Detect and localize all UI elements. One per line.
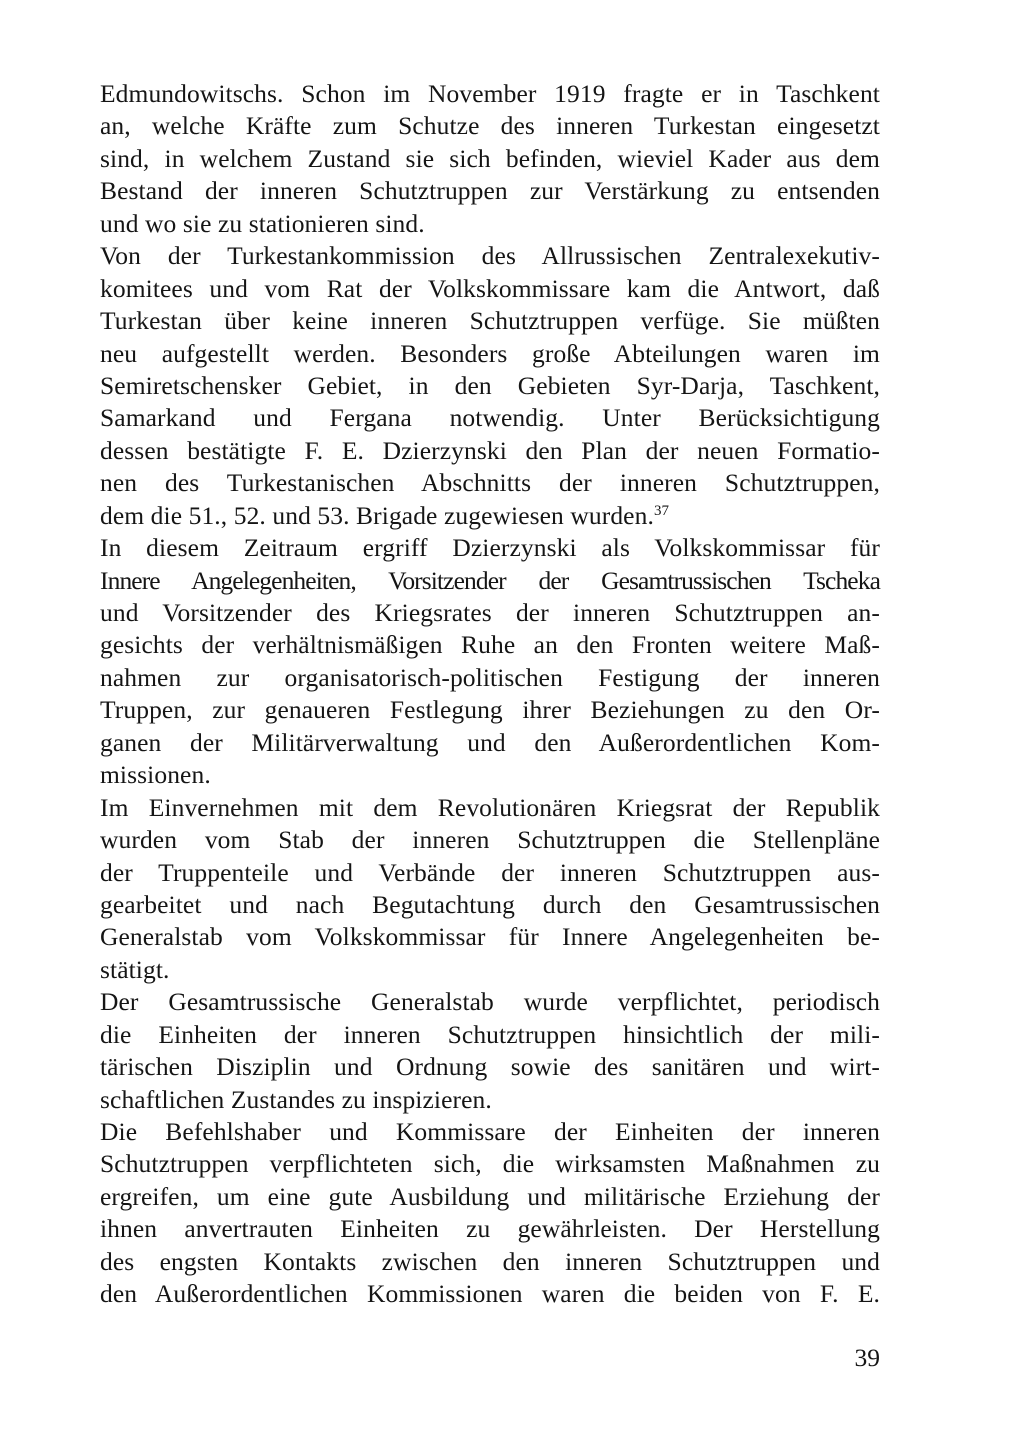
text-line: sind, in welchem Zustand sie sich befinden, wieviel Kader aus dem bbox=[100, 143, 880, 173]
text-line: ganen der Militärverwaltung und den Außerordentlichen Kom- bbox=[100, 727, 880, 757]
text-line: Der Gesamtrussische Generalstab wurde verpflichtet, periodisch bbox=[100, 987, 880, 1017]
text-line: In diesem Zeitraum ergriff Dzierzynski als Volkskommissar für bbox=[100, 533, 880, 563]
text-line: Schutztruppen verpflichteten sich, die wirksamsten Maßnahmen zu bbox=[100, 1149, 880, 1179]
text-line: nahmen zur organisatorisch-politischen Festigung der inneren bbox=[100, 662, 880, 692]
text-line: Von der Turkestankommission des Allrussischen Zentralexekutiv- bbox=[100, 241, 880, 271]
text-line: den Außerordentlichen Kommissionen waren die beiden von F. E. bbox=[100, 1279, 880, 1309]
text-line: nen des Turkestanischen Abschnitts der inneren Schutztruppen, bbox=[100, 468, 880, 498]
text-line: wurden vom Stab der inneren Schutztruppen die Stellenpläne bbox=[100, 825, 880, 855]
text-line: Semiretschensker Gebiet, in den Gebieten Syr-Darja, Taschkent, bbox=[100, 370, 880, 400]
text-line: und Vorsitzender des Kriegsrates der inneren Schutztruppen an- bbox=[100, 598, 880, 627]
text-line: stätigt. bbox=[100, 954, 170, 984]
text-line: gearbeitet und nach Begutachtung durch den Gesamtrussischen bbox=[100, 889, 880, 919]
text-line: Bestand der inneren Schutztruppen zur Verstärkung zu entsenden bbox=[100, 176, 880, 206]
text-line: die Einheiten der inneren Schutztruppen hinsichtlich der mili- bbox=[100, 1019, 880, 1049]
text-line: Im Einvernehmen mit dem Revolutionären Kriegsrat der Republik bbox=[100, 792, 880, 822]
text-line bbox=[100, 500, 880, 532]
text-line-content: dem die 51., 52. und 53. Brigade zugewiesen wurden. bbox=[100, 500, 654, 530]
text-line: und wo sie zu stationieren sind. bbox=[100, 208, 425, 238]
text-line: Innere Angelegenheiten, Vorsitzender der Gesamtrussischen Tscheka bbox=[100, 565, 880, 595]
text-line: komitees und vom Rat der Volkskommissare kam die Antwort, daß bbox=[100, 273, 880, 303]
page-number: 39 bbox=[854, 1343, 880, 1372]
text-line: dessen bestätigte F. E. Dzierzynski den Plan der neuen Formatio- bbox=[100, 435, 880, 465]
text-line: Turkestan über keine inneren Schutztruppen verfüge. Sie müßten bbox=[100, 306, 880, 336]
text-line: tärischen Disziplin und Ordnung sowie des sanitären und wirt- bbox=[100, 1052, 880, 1082]
text-line: ihnen anvertrauten Einheiten zu gewährleisten. Der Herstellung bbox=[100, 1214, 880, 1244]
text-line: des engsten Kontakts zwischen den inneren Schutztruppen und bbox=[100, 1246, 880, 1276]
text-line: gesichts der verhältnismäßigen Ruhe an den Fronten weitere Maß- bbox=[100, 630, 880, 660]
text-line: Die Befehlshaber und Kommissare der Einheiten der inneren bbox=[100, 1117, 880, 1146]
text-line: ergreifen, um eine gute Ausbildung und militärische Erziehung der bbox=[100, 1181, 880, 1211]
text-line: Samarkand und Fergana notwendig. Unter Berücksichtigung bbox=[100, 403, 880, 433]
text-line: neu aufgestellt werden. Besonders große Abteilungen waren im bbox=[100, 338, 880, 368]
text-line: Truppen, zur genaueren Festlegung ihrer Beziehungen zu den Or- bbox=[100, 695, 880, 725]
footnote-marker: 37 bbox=[653, 502, 670, 519]
text-line: der Truppenteile und Verbände der inneren Schutztruppen aus- bbox=[100, 857, 880, 887]
text-line: Edmundowitschs. Schon im November 1919 fragte er in Taschkent bbox=[100, 79, 880, 108]
text-line: an, welche Kräfte zum Schutze des inneren Turkestan eingesetzt bbox=[100, 111, 880, 141]
text-line: missionen. bbox=[100, 760, 211, 790]
text-line: Generalstab vom Volkskommissar für Innere Angelegenheiten be- bbox=[100, 922, 880, 952]
text-line: schaftlichen Zustandes zu inspizieren. bbox=[100, 1084, 492, 1114]
body-text bbox=[100, 78, 880, 1311]
